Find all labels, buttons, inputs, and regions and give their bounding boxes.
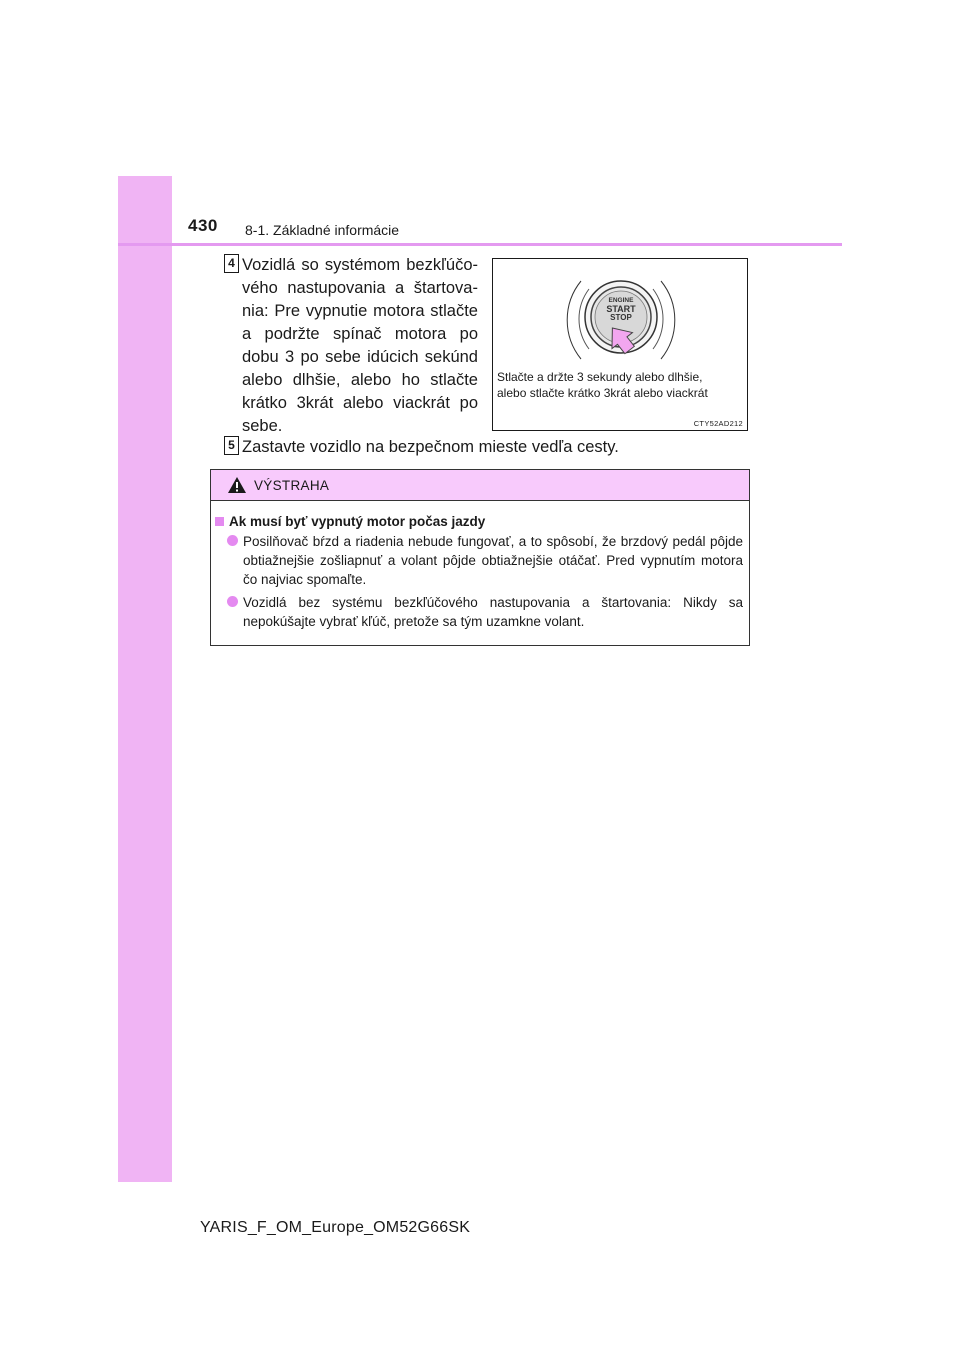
warning-box [210,469,750,646]
step-number-5: 5 [224,436,239,455]
warning-heading [215,514,485,529]
warning-title: VÝSTRAHA [254,478,330,493]
warning-bullet-2-text: Vozidlá bez systému bezkľúčového nastupovania a štartovania: Nikdy sa nepokúšajte vybrať kľúč, pretože sa tým uzamkne volant. [243,595,743,629]
button-label-engine: ENGINE [608,297,634,304]
bullet-dot-icon [227,535,238,546]
figure-caption [497,369,747,401]
side-tab [118,176,172,1182]
figure-code: CTY52AD212 [693,419,743,428]
warning-bullet-1-text: Posilňovač bŕzd a riadenia nebude fungovať, a to spôsobí, že brzdový pedál pôjde obtiažnejšie zošliapnuť a volant pôjde obtiažnejšie otáčať. Pred vypnutím motora čo najviac spomaľte. [243,534,743,587]
warning-bullet-1 [227,532,743,589]
engine-button-figure [492,258,748,431]
warning-bullet-2 [227,593,743,631]
engine-switch-illustration [493,259,749,432]
figure-caption-line-1: Stlačte a držte 3 sekundy alebo dlhšie, [497,370,703,384]
square-bullet-icon [215,517,224,526]
footer-doc-code: YARIS_F_OM_Europe_OM52G66SK [200,1219,471,1236]
section-title: 8-1. Základné informácie [245,222,400,238]
warning-header [211,470,749,501]
bullet-dot-icon [227,596,238,607]
page-number: 430 [188,216,218,235]
step-4-text: Vozidlá so systémom bezkľúčového nastupovania a štartovania: Pre vypnutie motora stlačte a podržte spínač motora po dobu 3 po sebe idúcich sekúnd alebo dlhšie, alebo ho stlačte krátko 3krát alebo viackrát po sebe. [242,256,478,435]
figure-caption-line-2: alebo stlačte krátko 3krát alebo viackrát [497,386,708,400]
header-rule [118,243,842,246]
button-label-start: START [606,304,636,314]
step-5-text: Zastavte vozidlo na bezpečnom mieste vedľa cesty. [242,438,619,456]
warning-triangle-icon [227,476,247,494]
warning-heading-text: Ak musí byť vypnutý motor počas jazdy [229,514,486,529]
button-label-stop: STOP [610,313,632,322]
step-number-4: 4 [224,254,239,273]
